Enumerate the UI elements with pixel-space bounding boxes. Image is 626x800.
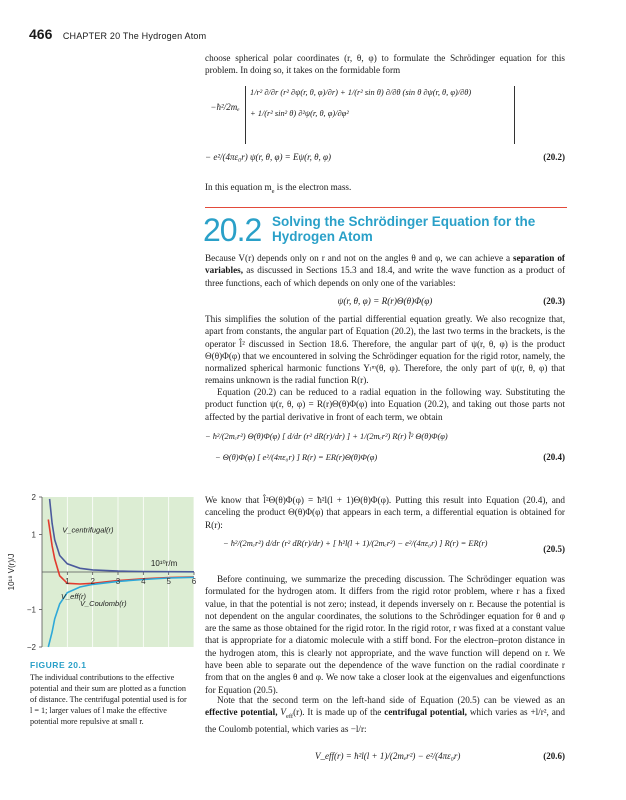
equation-20-3 [205, 295, 565, 307]
eq202-number: (20.2) [543, 152, 565, 162]
eq205-text: − ħ²/(2mₑr²) d/dr (r² dR(r)/dr) + [ ħ²l(l + 1)/(2mₑr²) − e²/(4πε₀r) ] R(r) = ER(r) [223, 539, 488, 548]
section-title: Solving the Schrödinger Equation for the Hydrogen Atom [272, 214, 536, 244]
chapter-title: CHAPTER 20 The Hydrogen Atom [62, 31, 207, 41]
para3-text: Equation (20.2) can be reduced to a radial equation in the following way. Substituting the product function ψ(r, θ, φ) = R(r)Θ(θ)Φ(φ) into Equation (20.2), and taking out those parts not affected by the partial derivative in front of each term, we obtain [205, 387, 565, 422]
eq202-prefactor: −ħ²/2mₑ [210, 102, 240, 112]
eq203-text: ψ(r, θ, φ) = R(r)Θ(θ)Φ(φ) [337, 296, 433, 306]
paragraph-2 [205, 313, 565, 387]
paragraph-4 [205, 494, 565, 531]
intro-after-end: is the electron mass. [274, 182, 352, 192]
intro-after-sub: e [271, 187, 275, 195]
eq202-bracket [245, 86, 515, 144]
x-tick-label: 3 [115, 577, 121, 586]
para1-b: as discussed in Sections 15.3 and 18.4, and write the wave function as a product of three functions, each of which depends on only one of the variables: [205, 265, 565, 288]
equation-20-5 [205, 538, 565, 566]
para6-c: V [277, 707, 286, 718]
paragraph-6 [205, 694, 565, 736]
paragraph-1 [205, 252, 565, 289]
series-label: V_centrifugal(r) [62, 525, 114, 535]
eq202-line2: − e²/(4πε₀r) ψ(r, θ, φ) = Eψ(r, θ, φ) [205, 152, 331, 162]
para6-c-sub: eff [285, 713, 294, 721]
section-rule [205, 207, 567, 208]
para2-text: This simplifies the solution of the partial differential equation greatly. We also recognize that, apart from constants, the angular part of Equation (20.2), the last two terms in the brackets, is the operator l̂² discussed in Section 18.6. Therefore, the angular part of ψ(r, θ, φ) is the product Θ(θ)Φ(φ) that we encountered in solving the Schrödinger equation for the rigid rotor, namely, the normalized spherical harmonic functions Yₗᵐ(θ, φ). Therefore, the only part of ψ(r, θ, φ) that remains unknown is the radial function R(r). [205, 314, 565, 386]
x-tick-label: 5 [166, 577, 171, 586]
eq202-term2: + 1/(r² sin² θ) ∂²ψ(r, θ, φ)/∂φ² [250, 109, 349, 118]
para1-a: Because V(r) depends only on r and not on the angles θ and φ, we can achieve a [205, 253, 514, 263]
intro-after [205, 181, 565, 198]
eq204-line1: − ħ²/(2mₑr²) Θ(θ)Φ(φ) [ d/dr (r² dR(r)/dr) ] + 1/(2mₑr²) R(r) l̂² Θ(θ)Φ(φ) [205, 432, 448, 441]
section-number: 20.2 [203, 212, 262, 248]
y-axis-title: 10¹⁸ V(r)/J [7, 553, 16, 591]
para6-d: (r). It is made up of the [293, 707, 385, 718]
figure-20-1-chart [0, 492, 200, 657]
para6-bold1: effective potential, [205, 707, 278, 718]
equation-20-4 [205, 430, 565, 480]
eq206-text: V_eff(r) = ħ²l(l + 1)/(2mₑr²) − e²/(4πε₀r) [315, 751, 461, 761]
x-axis-title: 10¹⁰r/m [150, 559, 178, 568]
x-tick-label: 4 [141, 577, 146, 586]
para1-bold: separation of variables, [205, 253, 565, 276]
eq204-line2: − Θ(θ)Φ(φ) [ e²/(4πε₀r) ] R(r) = ER(r)Θ(θ)Φ(φ) [215, 453, 378, 462]
intro-text: choose spherical polar coordinates (r, θ, φ) to formulate the Schrödinger equation for this problem. In doing so, it takes on the formidable form [205, 53, 565, 76]
figure-caption: The individual contributions to the effective potential and their sum are plotted as a function of distance. The centrifugal potential used is for l = 1; larger values of l make the effective potential more repulsive at small r. [30, 673, 187, 726]
page-header [29, 26, 206, 44]
equation-20-6 [205, 745, 565, 775]
series-label: V_eff(r) [61, 592, 87, 601]
para4-text: We know that l̂²Θ(θ)Φ(φ) = ħ²l(l + 1)Θ(θ)Φ(φ). Putting this result into Equation (20.4), and canceling the product Θ(θ)Φ(φ) that appears in each term, a differential equation is obtained for R(r): [205, 495, 565, 530]
eq203-number: (20.3) [543, 296, 565, 306]
x-tick-label: 6 [191, 577, 197, 586]
page-number: 466 [29, 26, 53, 42]
para5-text: Before continuing, we summarize the preceding discussion. The Schrödinger equation was formulated for the hydrogen atom. It differs from the rigid rotor problem, where r has a fixed value, in that the potential is not zero; instead, it depends inversely on r. Because the potential is not dependent on the angular coordinates, the solutions to the Schrödinger equation for θ and φ are the same as those obtained for the rigid rotor. In the rigid rotor, r was fixed at a constant value that is appropriate for a diatomic molecule with a stiff bond. For the electron–proton distance in the hydrogen atom, this is clearly not appropriate, and the wave function will depend on r. We have been able to separate out the dependence of the wave function on the radial coordinate r from that on the angles θ and φ. We now take a closer look at the eigenvalues and eigenfunctions for Equation (20.5). [205, 574, 565, 695]
eq205-number: (20.5) [543, 544, 565, 554]
y-tick-label: 1 [31, 530, 36, 540]
x-tick-label: 2 [90, 577, 95, 586]
y-tick-label: 2 [31, 493, 36, 502]
paragraph-5 [205, 573, 565, 696]
figure-label: FIGURE 20.1 [30, 660, 87, 670]
y-tick-label: −2 [26, 643, 36, 652]
eq202-term1: 1/r² ∂/∂r (r² ∂ψ(r, θ, φ)/∂r) + 1/(r² sin θ) ∂/∂θ (sin θ ∂ψ(r, θ, φ)/∂θ) [250, 88, 472, 97]
series-label: V_Coulomb(r) [80, 598, 127, 608]
x-tick-label: 1 [65, 577, 70, 586]
intro-after-text: In this equation m [205, 182, 272, 192]
eq204-number: (20.4) [543, 452, 565, 462]
eq206-number: (20.6) [543, 751, 565, 761]
paragraph-3 [205, 386, 565, 423]
y-tick-label: −1 [26, 605, 36, 615]
para6-bold2: centrifugal potential, [384, 707, 467, 718]
equation-20-2 [205, 82, 565, 174]
intro-paragraph [205, 52, 565, 77]
para6-e: which varies as +l/r², and the Coulomb potential, which varies as −l/r: [205, 707, 565, 735]
para6-a: Note that the second term on the left-hand side of Equation (20.5) can be viewed as an [217, 695, 565, 705]
